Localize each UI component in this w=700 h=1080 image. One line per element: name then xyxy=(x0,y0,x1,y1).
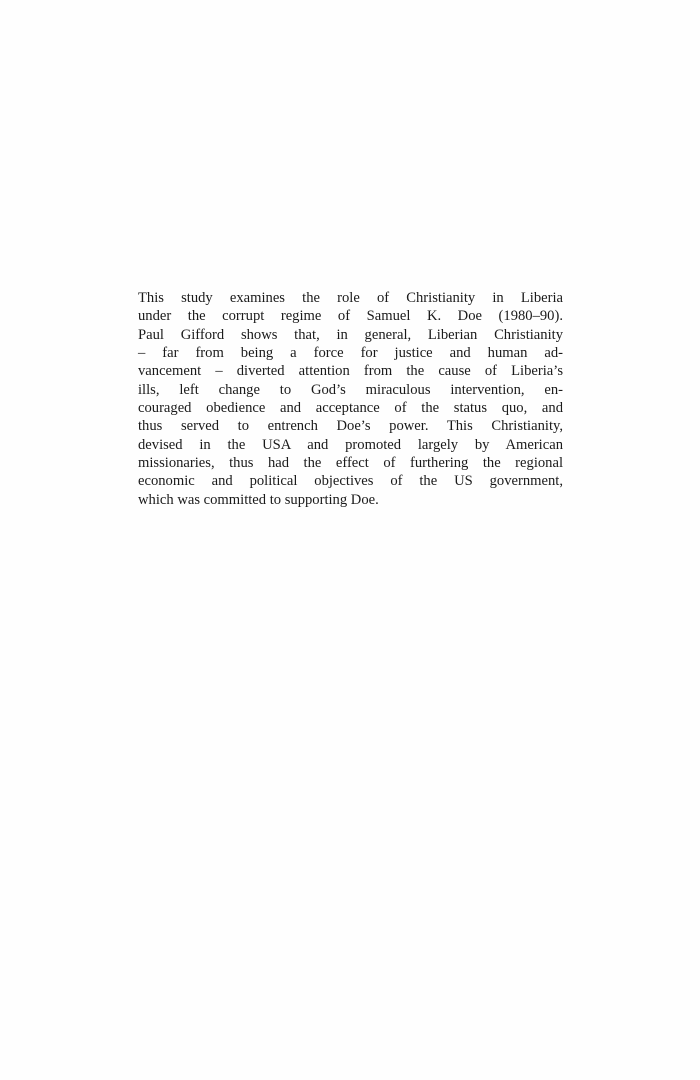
abstract-line: devised in the USA and promoted largely by American xyxy=(138,436,563,453)
abstract-line: This study examines the role of Christianity in Liberia xyxy=(138,290,563,306)
abstract-line: under the corrupt regime of Samuel K. Doe (1980–90). xyxy=(138,308,563,325)
abstract-line: – far from being a force for justice and human ad- xyxy=(138,345,563,362)
abstract-line: missionaries, thus had the effect of furthering the regional xyxy=(138,455,563,472)
abstract-line: couraged obedience and acceptance of the status quo, and xyxy=(138,400,563,417)
abstract-line: Paul Gifford shows that, in general, Liberian Christianity xyxy=(138,326,563,343)
abstract-line: vancement – diverted attention from the cause of Liberia’s xyxy=(138,363,563,380)
abstract-line: which was committed to supporting Doe. xyxy=(138,491,379,508)
abstract-line: thus served to entrench Doe’s power. This Christianity, xyxy=(138,418,563,435)
abstract-paragraph xyxy=(138,289,563,509)
abstract-line: ills, left change to God’s miraculous intervention, en- xyxy=(138,381,563,398)
abstract-line: economic and political objectives of the US government, xyxy=(138,473,563,490)
